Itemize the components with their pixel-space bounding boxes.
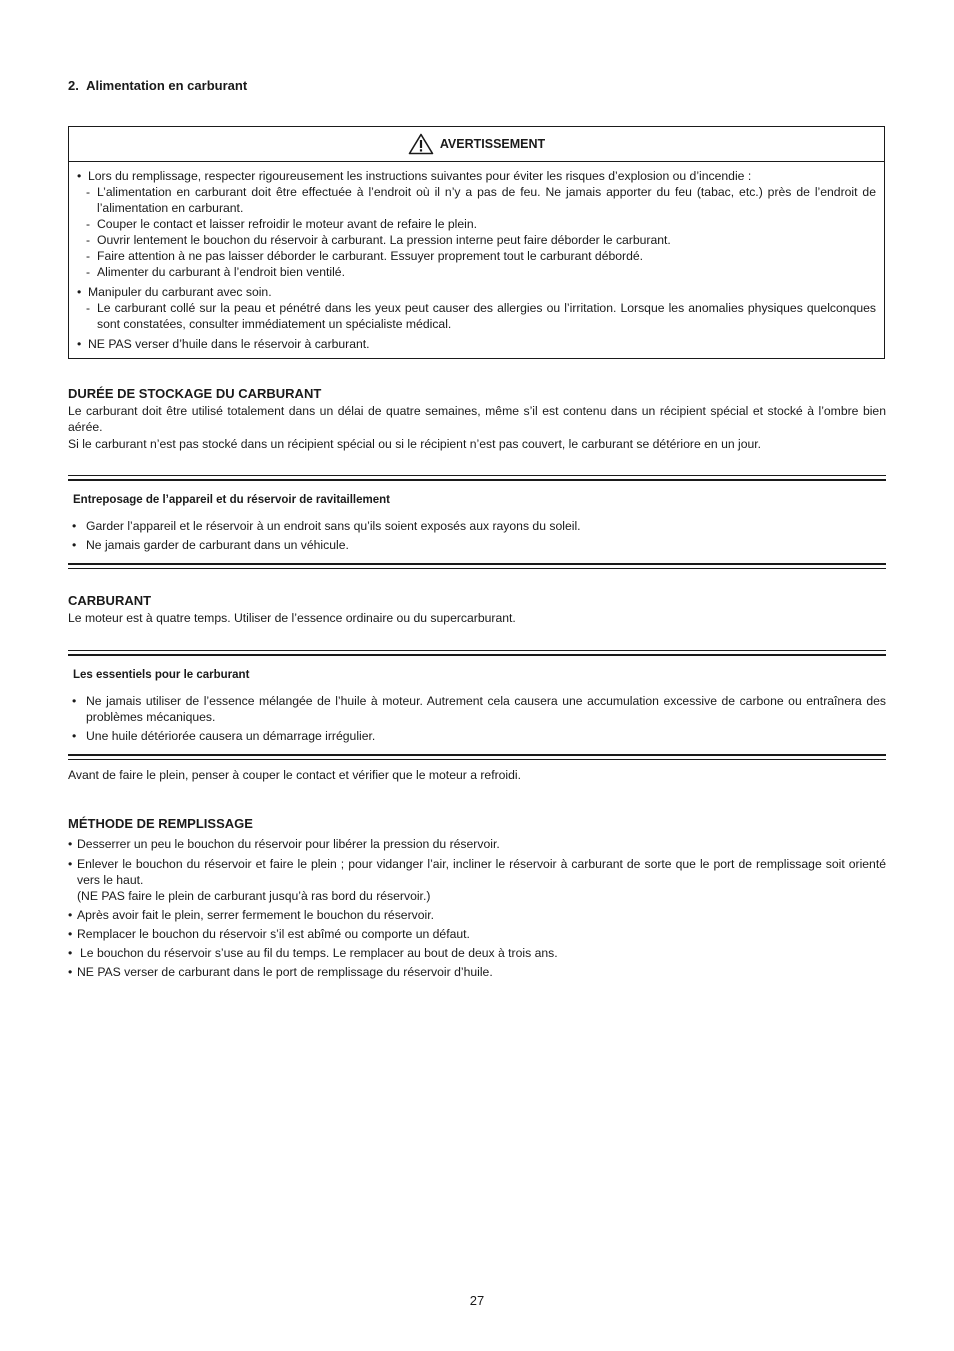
warning-subitem — [77, 216, 876, 232]
bullet: • — [72, 538, 77, 552]
method-item — [68, 836, 886, 852]
method-item-text: Remplacer le bouchon du réservoir s’il est abîmé ou comporte un défaut. — [77, 927, 470, 941]
warning-item-text: Lors du remplissage, respecter rigoureusement les instructions suivantes pour éviter les risques d’explosion ou d’incendie : — [88, 169, 752, 183]
warning-subitem — [77, 232, 876, 248]
warning-box — [68, 126, 885, 359]
dash: - — [86, 249, 91, 263]
before-fill-paragraph: Avant de faire le plein, penser à couper le contact et vérifier que le moteur a refroidi. — [68, 768, 521, 782]
fuel-heading: CARBURANT — [68, 593, 152, 608]
bullet: • — [72, 694, 77, 708]
method-item-text: NE PAS verser de carburant dans le port de remplissage du réservoir d’huile. — [77, 965, 493, 979]
bullet: • — [68, 837, 73, 851]
method-item — [68, 964, 886, 980]
bullet: • — [77, 285, 82, 299]
note-storage — [68, 475, 886, 569]
warning-item — [77, 336, 876, 352]
method-item-note: (NE PAS faire le plein de carburant jusqu’à ras bord du réservoir.) — [77, 889, 431, 903]
note-item — [72, 728, 886, 744]
method-item-text: Enlever le bouchon du réservoir et faire le plein ; pour vidanger l’air, incliner le réservoir à carburant de sorte que le port de remplissage soit orienté vers le haut. — [77, 857, 886, 887]
double-rule — [68, 754, 886, 760]
note-item — [72, 518, 886, 534]
dash: - — [86, 265, 91, 279]
warning-subitem — [77, 300, 876, 332]
warning-title: AVERTISSEMENT — [439, 137, 546, 151]
storage-heading: DURÉE DE STOCKAGE DU CARBURANT — [68, 386, 322, 401]
warning-subitem-text: L’alimentation en carburant doit être effectuée à l’endroit où il n’y a pas de feu. Ne jamais apporter du feu (tabac, etc.) près de l’endroit de l’alimentation en carburant. — [97, 185, 876, 215]
fuel-paragraph: Le moteur est à quatre temps. Utiliser de l’essence ordinaire ou du supercarburant. — [68, 611, 516, 625]
dash: - — [86, 233, 91, 247]
dash: - — [86, 301, 91, 315]
warning-subitem-text: Alimenter du carburant à l’endroit bien ventilé. — [97, 265, 345, 279]
warning-subitem-text: Ouvrir lentement le bouchon du réservoir à carburant. La pression interne peut faire déborder le carburant. — [97, 233, 671, 247]
method-item-text: Desserrer un peu le bouchon du réservoir pour libérer la pression du réservoir. — [77, 837, 500, 851]
warning-body — [69, 162, 884, 352]
warning-triangle-icon — [408, 133, 434, 155]
method-item — [68, 907, 886, 923]
bullet: • — [72, 519, 77, 533]
section-title: 2. Alimentation en carburant — [68, 78, 248, 93]
bullet: • — [77, 169, 82, 183]
dash: - — [86, 185, 91, 199]
warning-item — [77, 284, 876, 300]
warning-subitem — [77, 248, 876, 264]
method-item — [68, 856, 886, 904]
method-item-text: Le bouchon du réservoir s’use au fil du temps. Le remplacer au bout de deux à trois ans. — [80, 946, 558, 960]
bullet: • — [77, 337, 82, 351]
method-list — [68, 836, 886, 980]
storage-paragraph: Le carburant doit être utilisé totalement dans un délai de quatre semaines, même s’il est contenu dans un récipient spécial et stocké à l’ombre bien aérée. — [68, 404, 886, 434]
warning-subitem-text: Le carburant collé sur la peau et pénétré dans les yeux peut causer des allergies ou l’irritation. Lorsque les anomalies physiques quelconques sont constatées, consulter immédiatement un spécialiste médical. — [97, 301, 876, 331]
note-item-text: Garder l’appareil et le réservoir à un endroit sans qu’ils soient exposés aux rayons du soleil. — [86, 519, 581, 533]
method-heading: MÉTHODE DE REMPLISSAGE — [68, 816, 253, 831]
bullet: • — [68, 946, 73, 960]
method-item — [68, 926, 886, 942]
warning-subitem — [77, 184, 876, 216]
note-item-text: Une huile détériorée causera un démarrage irrégulier. — [86, 729, 376, 743]
warning-item-text: Manipuler du carburant avec soin. — [88, 285, 272, 299]
dash: - — [86, 217, 91, 231]
method-item — [68, 945, 886, 961]
method-item-text: Après avoir fait le plein, serrer fermement le bouchon du réservoir. — [77, 908, 434, 922]
double-rule — [68, 563, 886, 569]
bullet: • — [68, 965, 73, 979]
note-item-text: Ne jamais utiliser de l’essence mélangée de l’huile à moteur. Autrement cela causera une accumulation excessive de carbone ou entraînera des problèmes mécaniques. — [86, 694, 886, 724]
bullet: • — [72, 729, 77, 743]
warning-subitem-text: Couper le contact et laisser refroidir le moteur avant de refaire le plein. — [97, 217, 478, 231]
warning-subitem — [77, 264, 876, 280]
note-item — [72, 693, 886, 725]
note-title: Entreposage de l’appareil et du réservoir de ravitaillement — [73, 494, 391, 506]
warning-item-text: NE PAS verser d’huile dans le réservoir à carburant. — [88, 337, 370, 351]
bullet: • — [68, 857, 73, 871]
storage-paragraph: Si le carburant n’est pas stocké dans un récipient spécial ou si le récipient n’est pas couvert, le carburant se détériore en un jour. — [68, 437, 762, 451]
note-item — [72, 537, 886, 553]
bullet: • — [68, 908, 73, 922]
note-fuel — [68, 650, 886, 760]
note-item-text: Ne jamais garder de carburant dans un véhicule. — [86, 538, 349, 552]
warning-header — [69, 127, 884, 162]
bullet: • — [68, 927, 73, 941]
warning-item — [77, 168, 876, 184]
note-title: Les essentiels pour le carburant — [73, 669, 250, 681]
warning-subitem-text: Faire attention à ne pas laisser déborder le carburant. Essuyer proprement tout le carburant débordé. — [97, 249, 644, 263]
page-number: 27 — [469, 1293, 485, 1308]
